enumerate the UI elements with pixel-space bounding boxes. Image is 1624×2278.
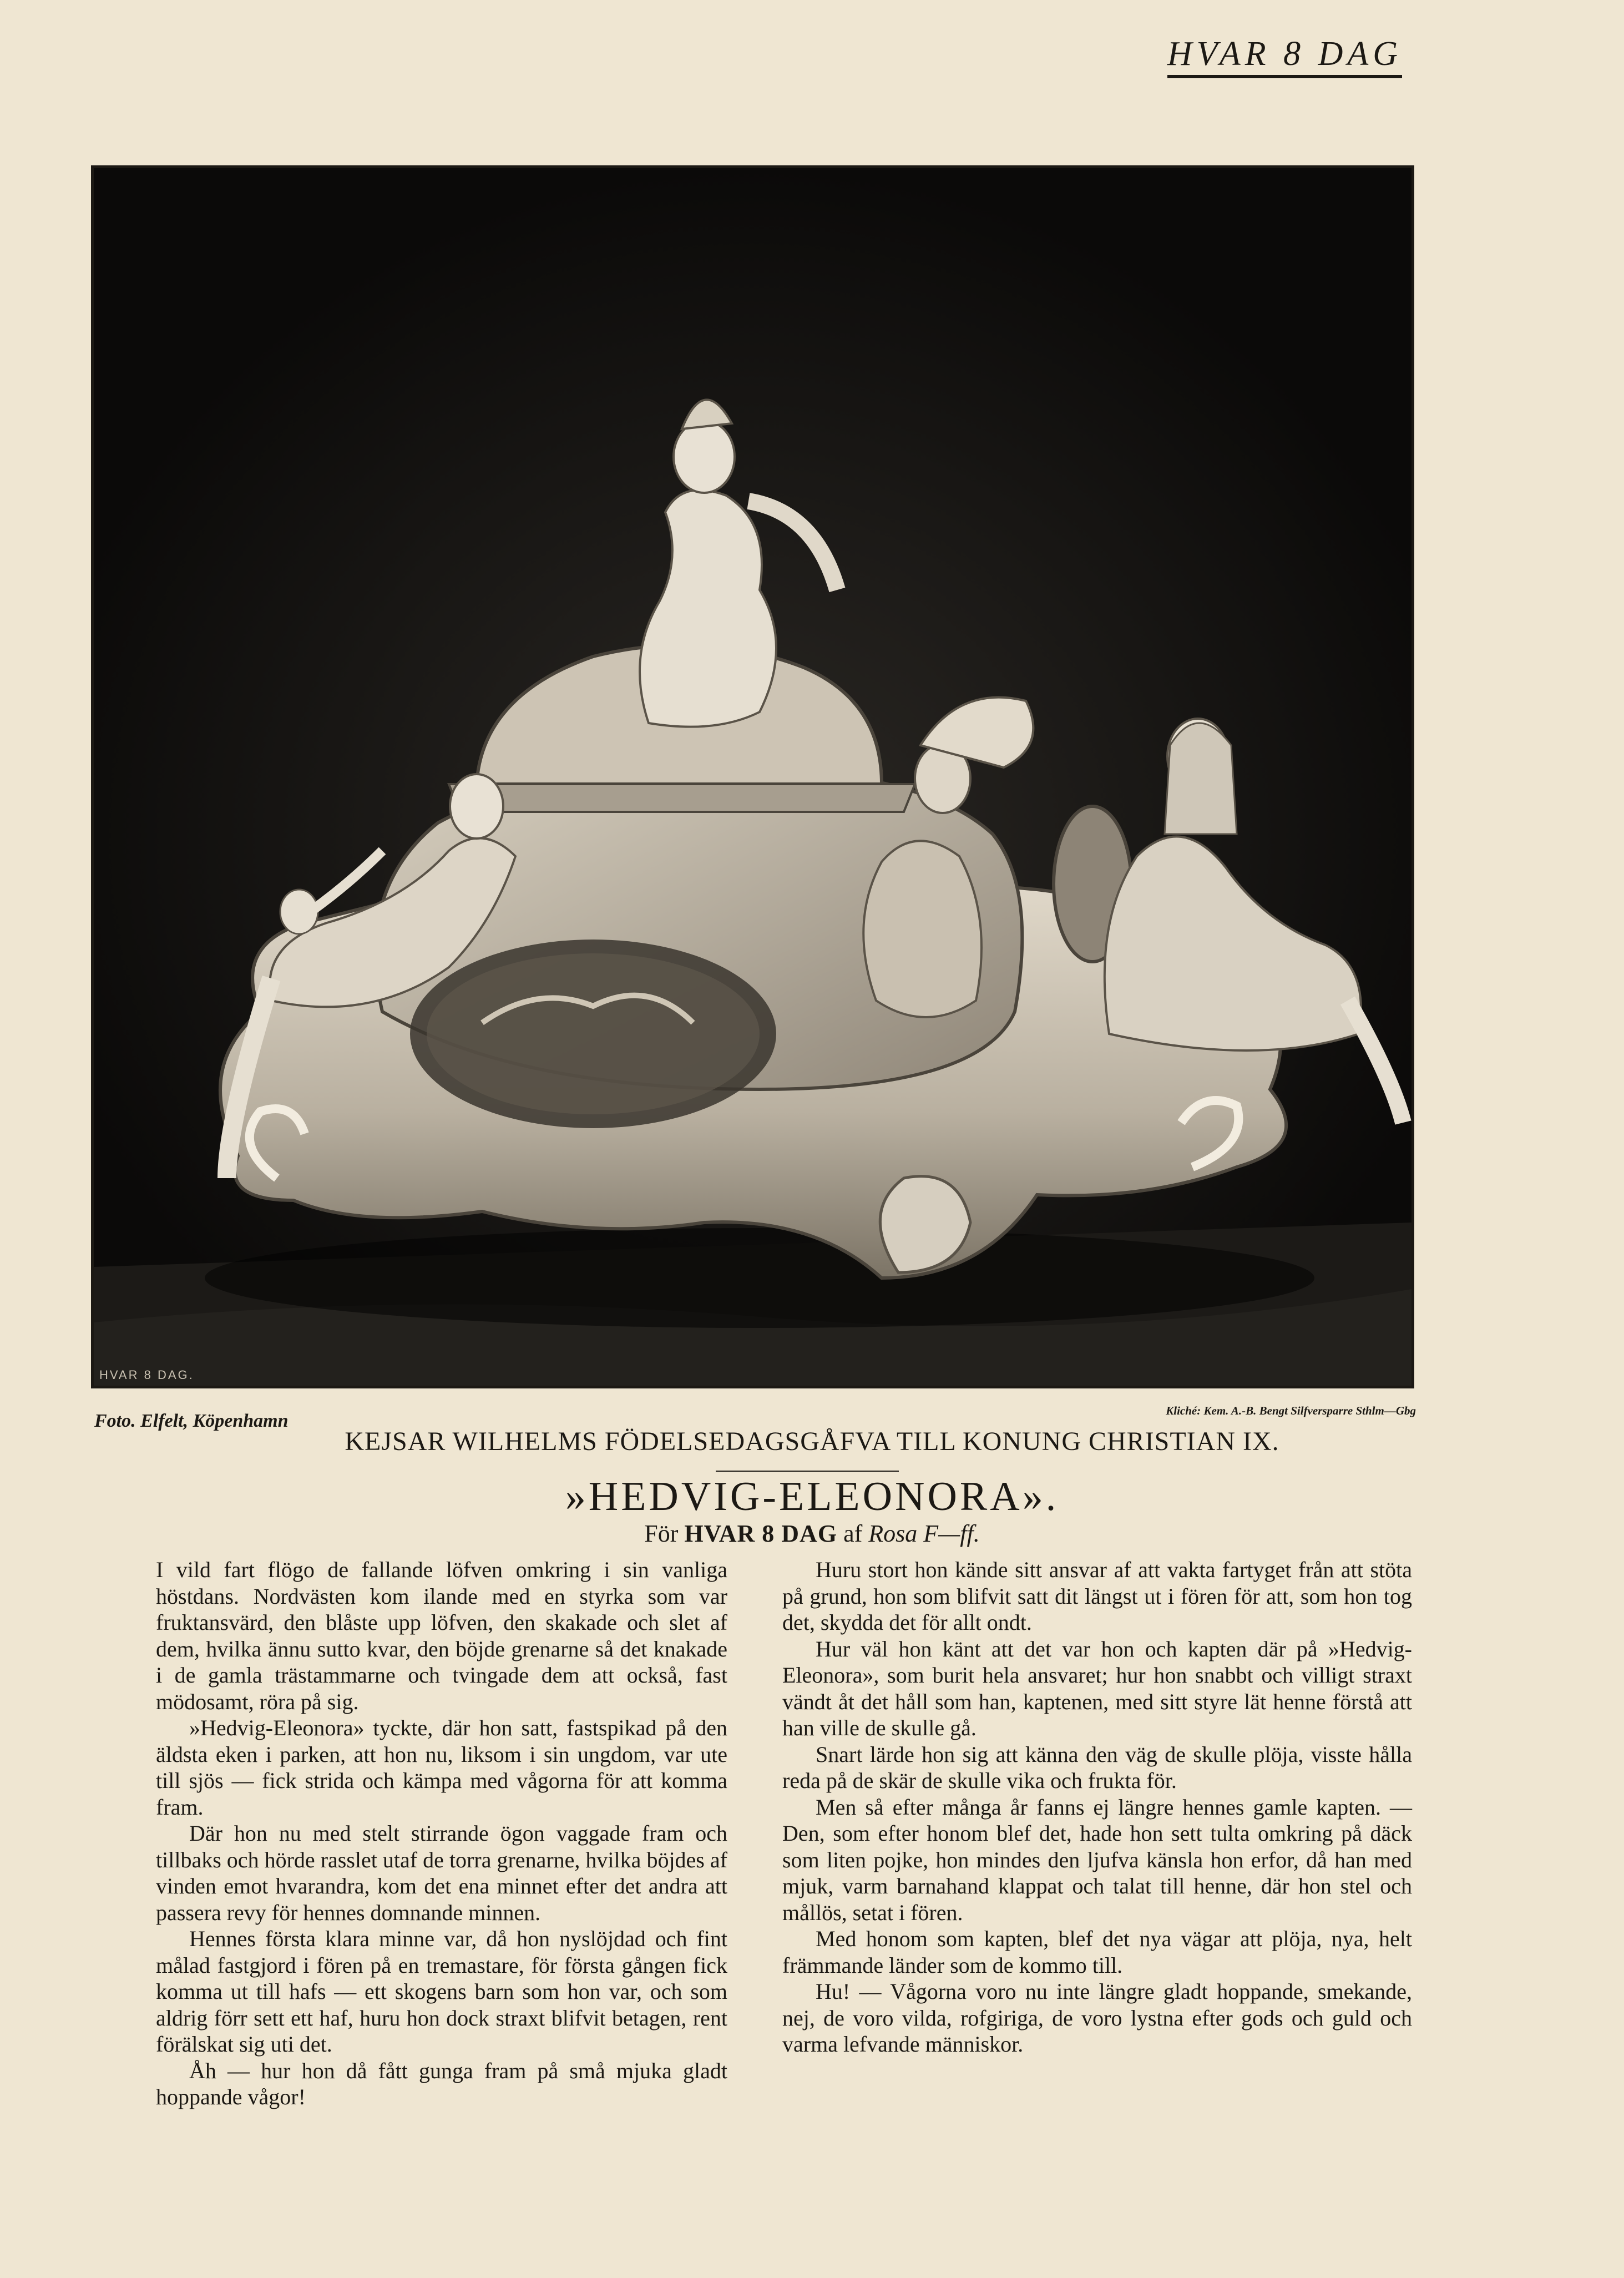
byline-publication: HVAR 8 DAG	[684, 1520, 838, 1547]
photo-caption: KEJSAR WILHELMS FÖDELSEDAGSGÅFVA TILL KONUNG CHRISTIAN IX.	[345, 1427, 1279, 1456]
porcelain-centerpiece-photo	[91, 165, 1414, 1388]
paragraph: »Hedvig-Eleonora» tyckte, där hon satt, fastspikad på den äldsta eken i parken, att hon nu, liksom i sin ungdom, var ute till sjös — fick strida och kämpa med vågorna för att komma fram.	[156, 1715, 727, 1820]
article-column-right	[782, 1557, 1412, 2058]
paragraph: Snart lärde hon sig att känna den väg de skulle plöja, visste hålla reda på de skär de skulle vika och frukta för.	[782, 1741, 1412, 1793]
section-divider	[716, 1471, 899, 1472]
paragraph: Huru stort hon kände sitt ansvar af att vakta fartyget från att stöta på grund, hon som blifvit satt dit längst ut i fören för att, som hon tog det, skydda det för allt ondt.	[782, 1557, 1412, 1635]
byline-author: Rosa F—ff.	[868, 1520, 980, 1547]
engraving-credit: Kliché: Kem. A.-B. Bengt Silfversparre Sthlm—Gbg	[1166, 1404, 1416, 1417]
article-title: »HEDVIG-ELEONORA».	[565, 1474, 1059, 1519]
paragraph: I vild fart flögo de fallande löfven omkring i sin vanliga höstdans. Nordvästen kom ilande med en styrka som var fruktansvärd, den blåste upp löfven, den skakade och slet af dem, hvilka ännu sutto kvar, den böjde grenarne så det knakade i de gamla trästammarne och tvingade dem att också, fast mödosamt, röra på sig.	[156, 1557, 727, 1714]
paragraph: Med honom som kapten, blef det nya vägar att plöja, nya, helt främmande länder som de kommo till.	[782, 1926, 1412, 1978]
article-column-left	[156, 1557, 727, 2110]
paragraph: Där hon nu med stelt stirrande ögon vaggade fram och tillbaks och hörde rasslet utaf de torra grenarne, hvilka böjdes af vinden emot hvarandra, kom det ena minnet efter det andra att passera revy för hennes domnande minnen.	[156, 1821, 727, 1925]
byline-mid: af	[843, 1520, 863, 1547]
paragraph: Hennes första klara minne var, då hon nyslöjdad och fint målad fastgjord i fören på en tremastare, för första gången fick komma ut till hafs — ett skogens barn som hon var, och som aldrig förr sett ett haf, huru hon dock straxt blifvit betagen, rent förälskat sig uti det.	[156, 1926, 727, 2057]
photo-credit: Foto. Elfelt, Köpenhamn	[94, 1411, 289, 1431]
paragraph: Men så efter många år fanns ej längre hennes gamle kapten. — Den, som efter honom blef det, hade hon sett tulta omkring på däck som liten pojke, hon mindes den ljufva känsla hon erfor, då han med mjuk, varm barnahand klappat och talat till henne, där hon stel och mållös, setat i fören.	[782, 1794, 1412, 1925]
byline-prefix: För	[644, 1520, 679, 1547]
paragraph: Åh — hur hon då fått gunga fram på små mjuka gladt hoppande vågor!	[156, 2058, 727, 2109]
photo-corner-mark: HVAR 8 DAG.	[99, 1368, 194, 1382]
paragraph: Hur väl hon känt att det var hon och kapten där på »Hedvig-Eleonora», som burit hela ansvaret; hur hon snabbt och villigt straxt vändt åt det håll som han, kaptenen, med sitt styre lät henne förstå att han ville de skulle gå.	[782, 1636, 1412, 1740]
paragraph: Hu! — Vågorna voro nu inte längre gladt hoppande, smekande, nej, de voro vilda, rofgiriga, de voro lystna efter gods och guld och varma lefvande människor.	[782, 1979, 1412, 2057]
porcelain-sculpture-illustration	[94, 168, 1411, 1386]
masthead: HVAR 8 DAG	[1167, 34, 1402, 78]
article-byline	[0, 1519, 1624, 1548]
